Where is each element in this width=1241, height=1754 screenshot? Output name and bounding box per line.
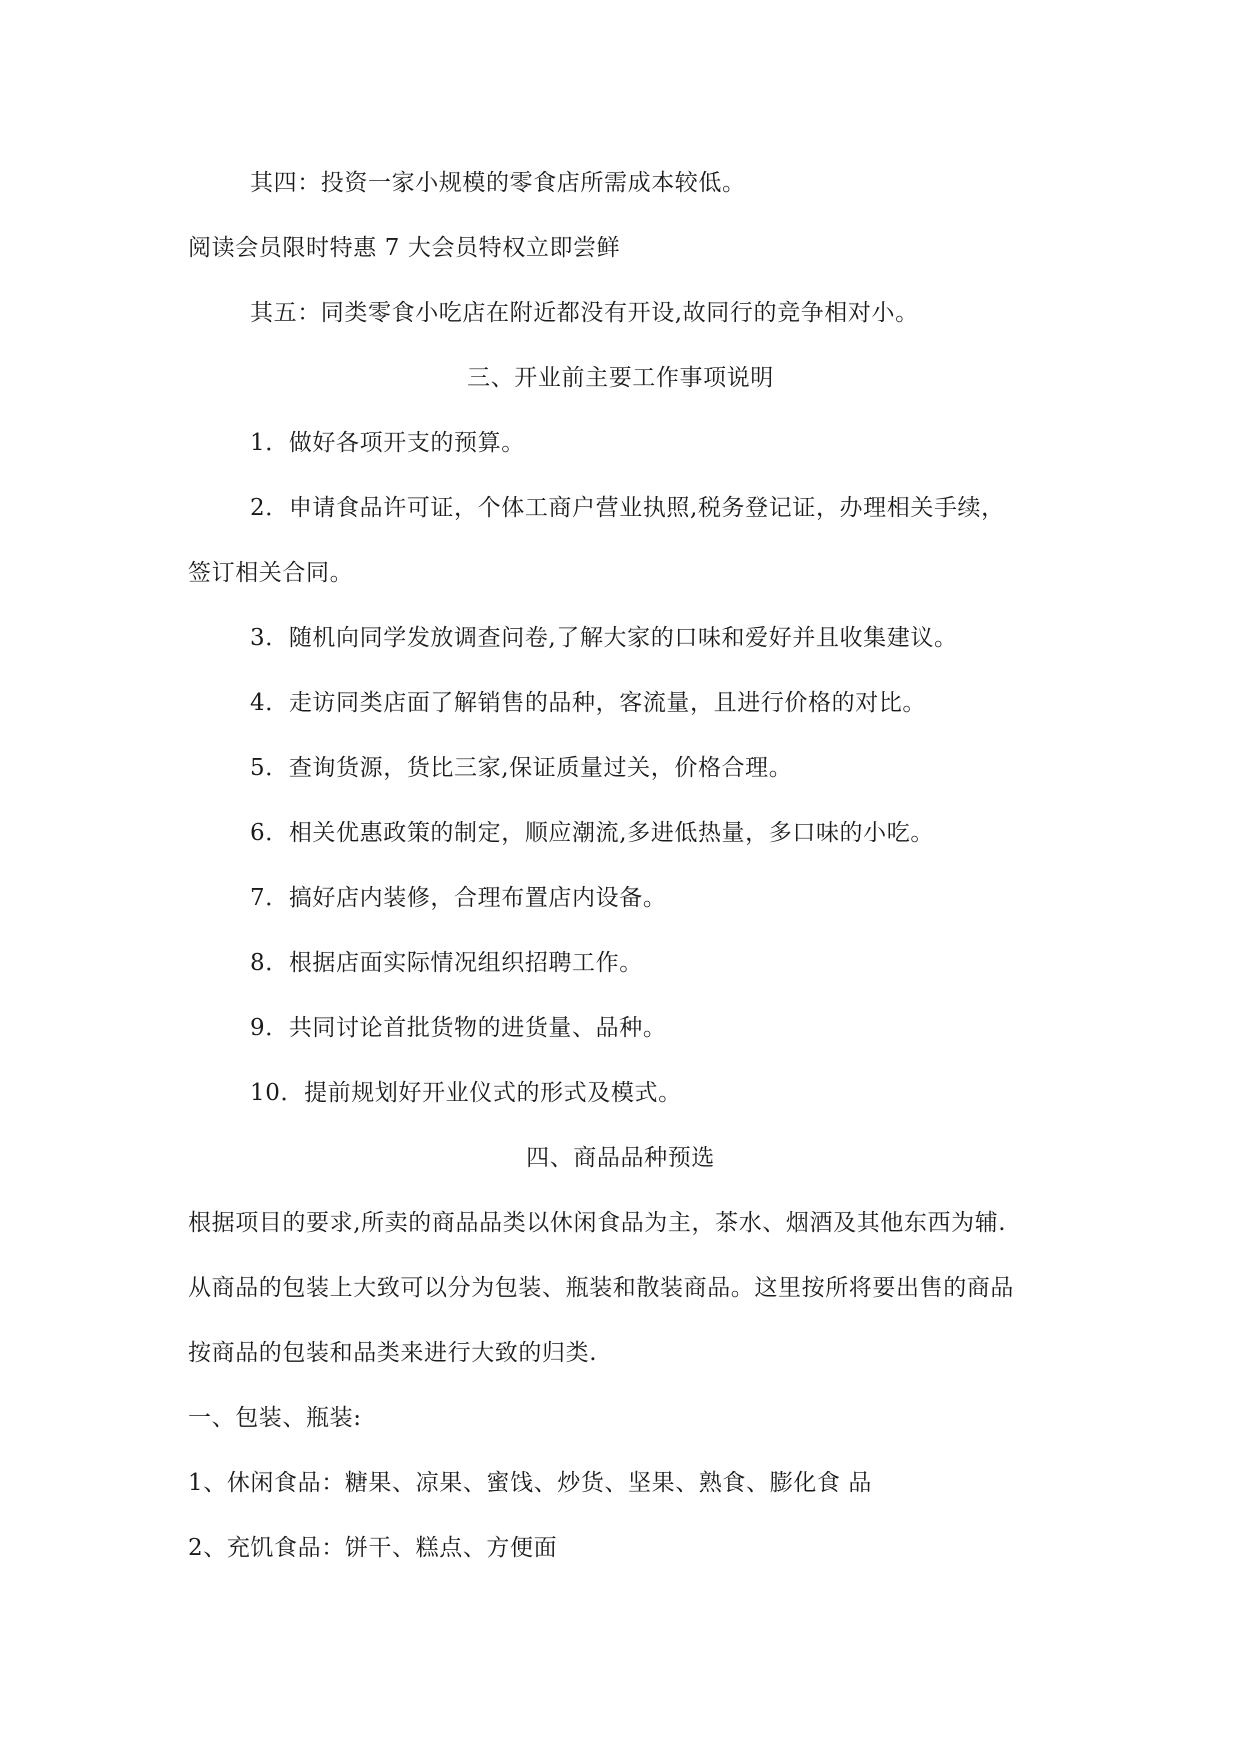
category-item: 1、休闲食品：糖果、凉果、蜜饯、炒货、坚果、熟食、膨化食 品 [188,1470,872,1496]
list-item: 8．根据店面实际情况组织招聘工作。 [250,950,643,976]
category-item: 2、充饥食品：饼干、糕点、方便面 [188,1535,558,1561]
list-item: 3．随机向同学发放调查问卷,了解大家的口味和爱好并且收集建议。 [250,625,958,651]
list-item-continuation: 签订相关合同。 [188,560,354,586]
paragraph-line: 根据项目的要求,所卖的商品品类以休闲食品为主，茶水、烟酒及其他东西为辅. [188,1210,1007,1236]
paragraph-point-five: 其五：同类零食小吃店在附近都没有开设,故同行的竞争相对小。 [250,300,919,326]
list-item: 10．提前规划好开业仪式的形式及模式。 [250,1080,682,1106]
subheading-packaged: 一、包装、瓶装: [188,1405,362,1431]
paragraph-line: 从商品的包装上大致可以分为包装、瓶装和散装商品。这里按所将要出售的商品 [188,1275,1014,1301]
list-item: 4．走访同类店面了解销售的品种，客流量，且进行价格的对比。 [250,690,927,716]
list-item: 6．相关优惠政策的制定，顺应潮流,多进低热量，多口味的小吃。 [250,820,934,846]
section-heading-three: 三、开业前主要工作事项说明 [467,365,774,391]
list-item: 7．搞好店内装修，合理布置店内设备。 [250,885,667,911]
paragraph-point-four: 其四：投资一家小规模的零食店所需成本较低。 [250,170,746,196]
membership-promo-link[interactable]: 阅读会员限时特惠 7 大会员特权立即尝鲜 [188,235,621,261]
list-item: 1．做好各项开支的预算。 [250,430,525,456]
list-item: 9．共同讨论首批货物的进货量、品种。 [250,1015,667,1041]
list-item: 5．查询货源，货比三家,保证质量过关，价格合理。 [250,755,793,781]
section-heading-four: 四、商品品种预选 [526,1145,715,1171]
paragraph-line: 按商品的包装和品类来进行大致的归类. [188,1340,598,1366]
list-item: 2．申请食品许可证，个体工商户营业执照,税务登记证，办理相关手续， [250,495,1005,521]
